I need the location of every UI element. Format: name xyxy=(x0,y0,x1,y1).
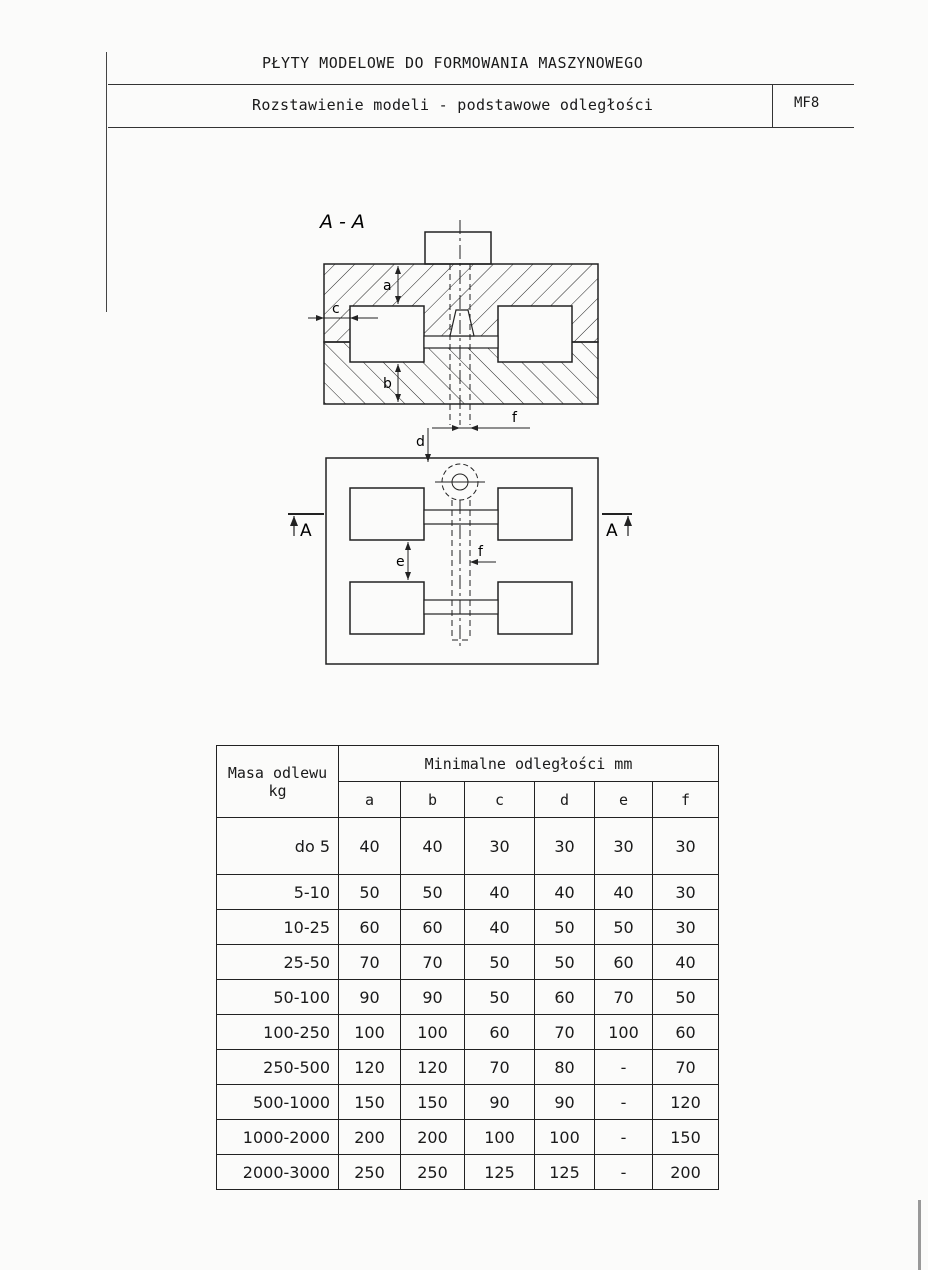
distance-cell-e: 60 xyxy=(595,945,653,980)
column-header-b: b xyxy=(401,782,465,818)
distance-cell-d: 50 xyxy=(535,910,595,945)
mass-cell: do 5 xyxy=(217,818,339,875)
distance-cell-d: 50 xyxy=(535,945,595,980)
distance-cell-d: 100 xyxy=(535,1120,595,1155)
distance-cell-a: 250 xyxy=(339,1155,401,1190)
plan-runner-bottom xyxy=(424,600,498,614)
mass-cell: 250-500 xyxy=(217,1050,339,1085)
section-mark-right-arrow xyxy=(624,516,632,526)
dim-f-arrow-top-left xyxy=(452,425,460,431)
table-row xyxy=(217,910,719,945)
dim-d-label: d xyxy=(416,434,425,450)
distance-cell-f: 30 xyxy=(653,875,719,910)
distance-cell-f: 40 xyxy=(653,945,719,980)
distance-cell-f: 60 xyxy=(653,1015,719,1050)
distance-cell-b: 200 xyxy=(401,1120,465,1155)
distance-cell-e: - xyxy=(595,1155,653,1190)
distance-cell-b: 100 xyxy=(401,1015,465,1050)
table-row xyxy=(217,1015,719,1050)
table-row xyxy=(217,945,719,980)
dim-e-label: e xyxy=(396,554,405,570)
distance-cell-c: 40 xyxy=(465,875,535,910)
mass-cell: 5-10 xyxy=(217,875,339,910)
table-row xyxy=(217,980,719,1015)
dim-c-arrow-left xyxy=(316,315,324,321)
section-view xyxy=(308,220,598,431)
table-row xyxy=(217,1085,719,1120)
distance-cell-d: 60 xyxy=(535,980,595,1015)
section-mark-left-arrow xyxy=(290,516,298,526)
distance-cell-c: 60 xyxy=(465,1015,535,1050)
distance-cell-e: 40 xyxy=(595,875,653,910)
column-header-e: e xyxy=(595,782,653,818)
distance-cell-d: 90 xyxy=(535,1085,595,1120)
distance-cell-c: 50 xyxy=(465,980,535,1015)
dim-a-label: a xyxy=(383,278,392,294)
distance-cell-a: 50 xyxy=(339,875,401,910)
sheet-title: Rozstawienie modeli - podstawowe odległości xyxy=(252,96,654,114)
distance-cell-f: 30 xyxy=(653,910,719,945)
page-edge-mark xyxy=(918,1200,921,1270)
plan-model-bottom-left xyxy=(350,582,424,634)
sheet-code: MF8 xyxy=(794,95,820,111)
distance-cell-d: 30 xyxy=(535,818,595,875)
distance-cell-e: 30 xyxy=(595,818,653,875)
column-header-c: c xyxy=(465,782,535,818)
distance-cell-e: - xyxy=(595,1050,653,1085)
distance-cell-c: 90 xyxy=(465,1085,535,1120)
dim-f-label-plan: f xyxy=(478,544,483,560)
distance-cell-f: 30 xyxy=(653,818,719,875)
distance-cell-d: 70 xyxy=(535,1015,595,1050)
dim-f-label-top: f xyxy=(512,410,517,426)
distance-cell-c: 30 xyxy=(465,818,535,875)
mass-cell: 1000-2000 xyxy=(217,1120,339,1155)
distance-cell-c: 50 xyxy=(465,945,535,980)
plan-model-top-left xyxy=(350,488,424,540)
plan-model-bottom-right xyxy=(498,582,572,634)
column-header-f: f xyxy=(653,782,719,818)
distance-cell-a: 120 xyxy=(339,1050,401,1085)
distance-cell-e: 70 xyxy=(595,980,653,1015)
section-runner xyxy=(424,336,498,348)
section-model-right xyxy=(498,306,572,362)
distance-cell-c: 40 xyxy=(465,910,535,945)
header-rule-bottom xyxy=(108,127,854,128)
distance-cell-e: - xyxy=(595,1085,653,1120)
table-row xyxy=(217,1120,719,1155)
distance-cell-a: 60 xyxy=(339,910,401,945)
distance-cell-f: 200 xyxy=(653,1155,719,1190)
dim-e-arrow-top xyxy=(405,542,411,550)
dim-b-label: b xyxy=(383,376,392,392)
section-mark-left-label: A xyxy=(300,521,312,541)
distance-cell-e: 100 xyxy=(595,1015,653,1050)
dim-c-label: c xyxy=(332,301,340,317)
dim-f-arrow-plan xyxy=(470,559,478,565)
distance-cell-f: 70 xyxy=(653,1050,719,1085)
distance-cell-b: 250 xyxy=(401,1155,465,1190)
distance-cell-c: 100 xyxy=(465,1120,535,1155)
distance-cell-b: 150 xyxy=(401,1085,465,1120)
distance-cell-c: 70 xyxy=(465,1050,535,1085)
header-divider xyxy=(772,84,773,128)
distance-cell-a: 40 xyxy=(339,818,401,875)
column-header-d: d xyxy=(535,782,595,818)
series-title: PŁYTY MODELOWE DO FORMOWANIA MASZYNOWEGO xyxy=(262,54,644,72)
table-row xyxy=(217,818,719,875)
sprue-cup xyxy=(425,232,491,264)
table-row xyxy=(217,875,719,910)
header-rule-top xyxy=(108,84,854,85)
distance-cell-b: 90 xyxy=(401,980,465,1015)
mass-header: Masa odlewu kg xyxy=(217,746,339,818)
distance-cell-b: 50 xyxy=(401,875,465,910)
plan-model-top-right xyxy=(498,488,572,540)
distance-cell-a: 100 xyxy=(339,1015,401,1050)
distance-cell-a: 200 xyxy=(339,1120,401,1155)
table-row xyxy=(217,1050,719,1085)
distance-cell-a: 150 xyxy=(339,1085,401,1120)
column-header-a: a xyxy=(339,782,401,818)
distance-cell-e: - xyxy=(595,1120,653,1155)
distance-cell-b: 70 xyxy=(401,945,465,980)
distance-cell-d: 80 xyxy=(535,1050,595,1085)
distance-group-header: Minimalne odległości mm xyxy=(339,746,719,782)
section-label: A - A xyxy=(320,211,365,233)
distance-cell-c: 125 xyxy=(465,1155,535,1190)
distance-cell-a: 90 xyxy=(339,980,401,1015)
mass-cell: 500-1000 xyxy=(217,1085,339,1120)
distance-cell-f: 120 xyxy=(653,1085,719,1120)
mass-cell: 10-25 xyxy=(217,910,339,945)
distance-cell-f: 50 xyxy=(653,980,719,1015)
left-margin-line xyxy=(106,52,107,312)
distance-table xyxy=(216,745,719,1190)
distance-cell-f: 150 xyxy=(653,1120,719,1155)
distance-cell-d: 40 xyxy=(535,875,595,910)
mass-cell: 25-50 xyxy=(217,945,339,980)
plan-runner-top xyxy=(424,510,498,524)
dim-f-arrow-top-right xyxy=(470,425,478,431)
distance-cell-a: 70 xyxy=(339,945,401,980)
distance-cell-b: 40 xyxy=(401,818,465,875)
mass-cell: 2000-3000 xyxy=(217,1155,339,1190)
distance-cell-d: 125 xyxy=(535,1155,595,1190)
section-model-left xyxy=(350,306,424,362)
mass-cell: 50-100 xyxy=(217,980,339,1015)
distance-cell-b: 60 xyxy=(401,910,465,945)
distance-cell-e: 50 xyxy=(595,910,653,945)
distance-cell-b: 120 xyxy=(401,1050,465,1085)
plan-view xyxy=(288,428,632,664)
dim-e-arrow-bottom xyxy=(405,572,411,580)
technical-drawing xyxy=(280,200,640,680)
section-mark-right-label: A xyxy=(606,521,618,541)
table-body xyxy=(217,818,719,1190)
table-row xyxy=(217,1155,719,1190)
mass-cell: 100-250 xyxy=(217,1015,339,1050)
